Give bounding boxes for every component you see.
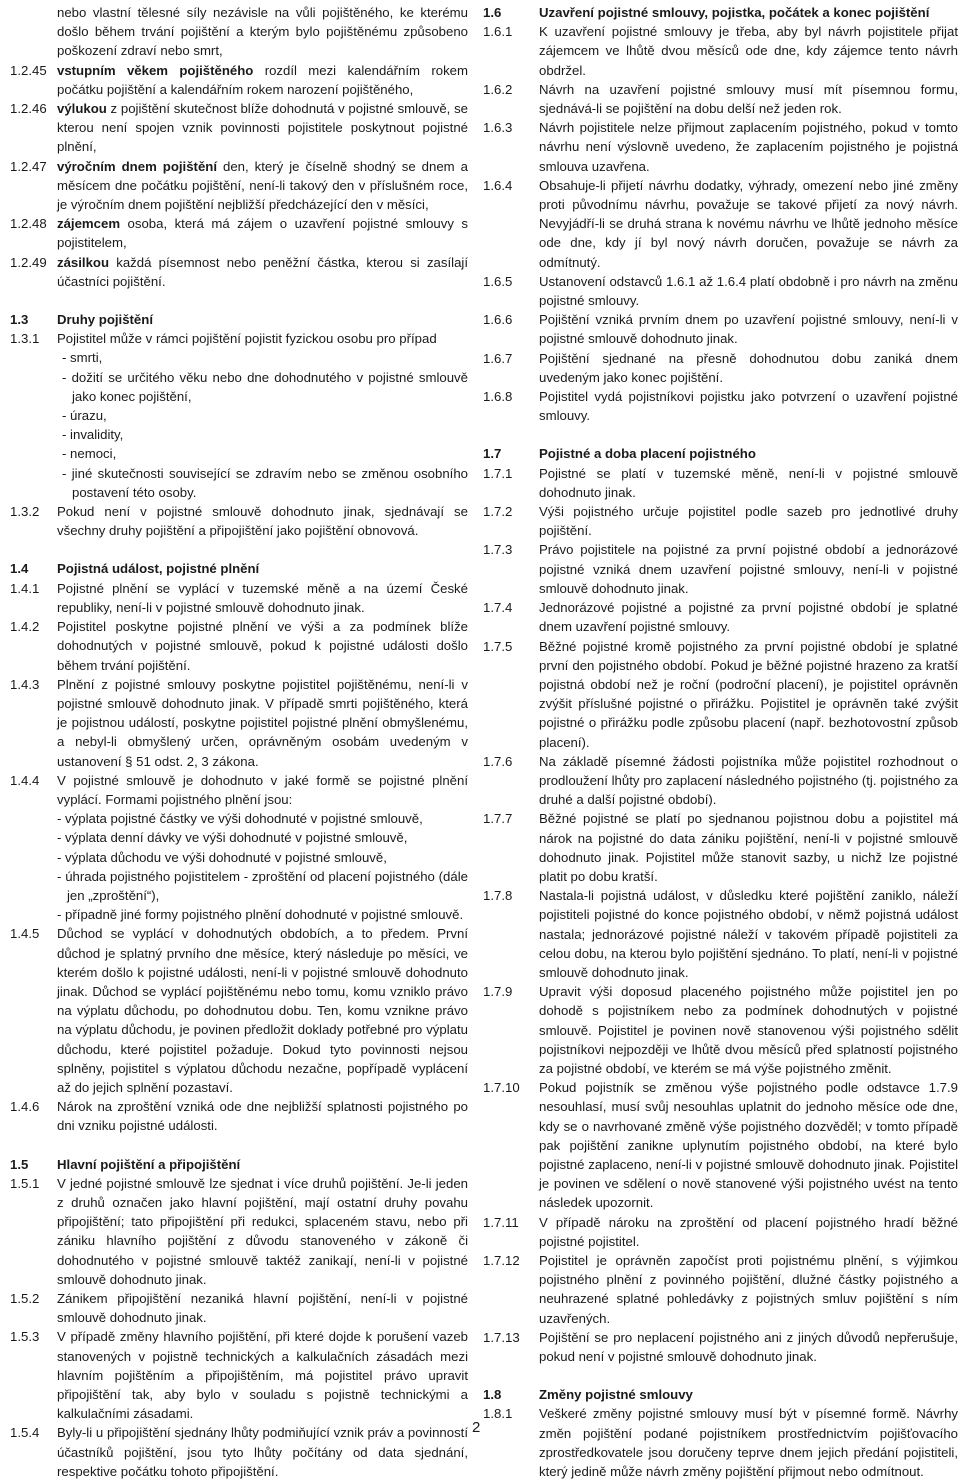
list-item	[10, 867, 468, 905]
clause-number: 1.3	[10, 312, 29, 328]
spacer	[10, 540, 468, 559]
list-item-text: - dožití se určitého věku nebo dne dohodnutého v pojistné smlouvě jako konec pojištění,	[62, 369, 468, 404]
clause	[10, 157, 468, 215]
defined-term: zásilkou	[57, 254, 110, 270]
list-item-text: - nemoci,	[62, 446, 117, 462]
clause-text: Běžné pojistné se platí po sjednanou pojistnou dobu a pojistitel má nárok na pojistné do data zániku pojištění, není-li v pojistné smlouvě dohodnuto jinak. Pojistitel může stanovit sazby, u nichž lze pojistné platit po dobu kratší.	[539, 811, 958, 884]
clause	[10, 61, 468, 99]
clause-text: Výši pojistného určuje pojistitel podle sazeb pro jednotlivé druhy pojištění.	[539, 504, 958, 539]
clause	[483, 886, 958, 982]
clause-number: 1.7.12	[483, 1253, 520, 1268]
clause	[10, 1097, 468, 1135]
clause	[483, 637, 958, 752]
definition-text: každá písemnost nebo peněžní částka, kterou si zasílají účastníci pojištění.	[57, 254, 468, 289]
clause	[483, 176, 958, 272]
definition-text: rozdíl mezi kalendářním rokem počátku pojištění a kalendářním rokem narození pojištěného,	[57, 62, 468, 97]
clause-number: 1.6.1	[483, 24, 513, 40]
clause-text: Druhy pojištění	[57, 312, 153, 328]
clause-text: Na základě písemné žádosti pojistníka může pojistitel rozhodnout o prodloužení lhůty pro zaplacení následného pojistného (tj. pojistného za druhé a další pojistné období).	[539, 753, 958, 808]
clause-text: Návrh pojistitele nelze přijmout zaplacením pojistného, pokud v tomto návrhu není výslovně uvedeno, že zaplacením pojistného je pojistná smlouva uzavřena.	[539, 120, 958, 174]
clause	[483, 982, 958, 1078]
list-item	[10, 809, 468, 828]
list-item	[10, 348, 468, 367]
clause-text: V případě změny hlavního pojištění, při které dojde k porušení vazeb stanovených v pojistně technických a kalkulačních zásadách mezi hlavním pojištěním a připojištěním, má pojistitel právo upravit připojištění tak, aby bylo v souladu s pojistně technickými a kalkulačními zásadami.	[57, 1329, 468, 1422]
clause-number: 1.6.5	[483, 273, 513, 289]
clause-text	[57, 157, 468, 215]
clause-text: Veškeré změny pojistné smlouvy musí být v písemné formě. Návrhy změn pojištění podané pojistníkem prostřednictvím pojišťovacího zprostředkovatele jsou doručeny teprve dnem jejich předání pojistiteli, který jedině může návrh změny pojištění přijmout nebo odmítnout.	[539, 1406, 958, 1480]
clause	[483, 540, 958, 598]
section-heading	[10, 559, 468, 578]
clause-number: 1.2.48	[10, 216, 47, 232]
clause	[10, 1174, 468, 1289]
clause	[10, 1289, 468, 1327]
list-item-text: - výplata důchodu ve výši dohodnuté v pojistné smlouvě,	[57, 849, 387, 865]
clause-text: Pokud pojistník se změnou výše pojistného podle odstavce 1.7.9 nesouhlasí, musí svůj nesouhlas uplatnit do jednoho měsíce ode dne, kdy se o navrhované změně výše pojistného dozvěděl; v tomto případě pak pojištění zanikne uplynutím pojistného období, na které bylo pojistné zaplaceno, není-li v pojistné smlouvě dohodnuto jinak. Pojistitel je povinen ve sdělení o nově stanovené výši pojistného uvést na tento následek upozornit.	[539, 1080, 958, 1211]
clause	[10, 502, 468, 540]
clause-text	[57, 61, 468, 99]
list-item-text: - výplata denní dávky ve výši dohodnuté v pojistné smlouvě,	[57, 830, 408, 846]
clause	[483, 1404, 958, 1481]
clause	[10, 99, 468, 157]
clause-text: Pojistitel může v rámci pojištění pojistit fyzickou osobu pro případ	[57, 331, 437, 347]
clause	[483, 809, 958, 886]
section-heading	[483, 3, 958, 22]
clause	[10, 1327, 468, 1423]
clause-text: V pojistné smlouvě je dohodnuto v jaké formě se pojistné plnění vyplácí. Formami pojistného plnění jsou:	[57, 772, 468, 807]
clause-number: 1.4.6	[10, 1099, 40, 1115]
clause-number: 1.7.6	[483, 753, 513, 769]
clause-text: V jedné pojistné smlouvě lze sjednat i více druhů pojištění. Je-li jeden z druhů označen jako hlavní pojištění, mají ostatní druhy povahu připojištění; tato připojištění při redukci, splaceném stavu, nebo při zániku hlavního pojištění z důvodu stanoveného v zákoně či dohodnutého v pojistné smlouvě taktéž zanikají, není-li v pojistné smlouvě dohodnuto jinak.	[57, 1175, 468, 1287]
clause	[10, 214, 468, 252]
list-item	[10, 444, 468, 463]
clause-text: Byly-li u připojištění sjednány lhůty podmiňující vznik práv a povinností účastníků pojištění, jsou tyto lhůty počítány od data sjednání, respektive počátku tohoto připojištění.	[57, 1425, 468, 1479]
definition-text: den, který je číselně shodný se dnem a měsícem dne počátku pojištění, není-li takový den v příslušném roce, je výročním dnem pojištění nejbližší předcházející den v měsíci,	[57, 158, 468, 213]
clause-text: Právo pojistitele na pojistné za první pojistné období a jednorázové pojistné vzniká dnem uzavření pojistné smlouvy, není-li v pojistné smlouvě dohodnuto jinak.	[539, 542, 958, 596]
clause-number: 1.7.9	[483, 984, 513, 1000]
left-column	[10, 3, 468, 1481]
clause-text: Pojistitel poskytne pojistné plnění ve výši a za podmínek blíže dohodnutých v pojistné smlouvě, pokud k pojistné události došlo během trvání pojištění.	[57, 619, 468, 673]
section-heading	[10, 1155, 468, 1174]
list-item	[10, 425, 468, 444]
clause-number: 1.8	[483, 1387, 502, 1403]
list-item	[10, 464, 468, 502]
clause-text: Nárok na zproštění vzniká ode dne nejbližší splatnosti pojistného po dni vzniku pojistné události.	[57, 1099, 468, 1134]
clause	[483, 1213, 958, 1251]
clause-number: 1.6.3	[483, 120, 513, 136]
clause	[10, 771, 468, 809]
clause-number: 1.7.7	[483, 811, 513, 827]
clause-text: Pojistné plnění se vyplácí v tuzemské měně a na území České republiky, není-li v pojistné smlouvě dohodnuto jinak.	[57, 580, 468, 615]
clause-number: 1.6.8	[483, 389, 513, 405]
clause-number: 1.2.49	[10, 254, 47, 270]
clause-number: 1.4.1	[10, 580, 40, 596]
clause-text: Jednorázové pojistné a pojistné za první pojistné období je splatné dnem uzavření pojistné smlouvy.	[539, 600, 958, 635]
clause	[483, 464, 958, 502]
clause-text: Hlavní pojištění a připojištění	[57, 1156, 241, 1172]
clause-text: Nastala-li pojistná událost, v důsledku které pojištění zaniklo, náleží pojistiteli pojistné do konce pojistného období, v němž pojistná událost nastala; jednorázové pojistné náleží v takovém případě pojistiteli za celou dobu, na kterou bylo pojištění sjednáno. To platí, není-li v pojistné smlouvě dohodnuto jinak.	[539, 888, 958, 980]
clause	[483, 598, 958, 636]
list-item-text: - smrti,	[62, 350, 103, 366]
list-item-text: - úhrada pojistného pojistitelem - zproštění od placení pojistného (dále jen „zproštění“),	[57, 868, 468, 903]
list-item-text: - výplata pojistné částky ve výši dohodnuté v pojistné smlouvě,	[57, 811, 423, 827]
clause	[10, 579, 468, 617]
clause-text: Pojistné se platí v tuzemské měně, není-li v pojistné smlouvě dohodnuto jinak.	[539, 465, 958, 500]
clause-number: 1.5.4	[10, 1425, 40, 1441]
clause	[483, 502, 958, 540]
clause-text: Uzavření pojistné smlouvy, pojistka, počátek a konec pojištění	[539, 5, 930, 20]
clause	[483, 118, 958, 176]
clause-text: Pokud není v pojistné smlouvě dohodnuto jinak, sjednávají se všechny druhy pojištění a připojištění jako pojištění obnovová.	[57, 504, 468, 539]
clause-number: 1.4.4	[10, 772, 40, 788]
clause	[483, 1251, 958, 1328]
clause-text	[57, 253, 468, 291]
clause-number: 1.3.2	[10, 504, 40, 520]
section-heading	[483, 444, 958, 463]
clause-number: 1.8.1	[483, 1406, 513, 1422]
clause	[483, 387, 958, 425]
paragraph-continuation: nebo vlastní tělesné síly nezávisle na vůli pojištěného, ke kterému došlo během trvání pojištění a kterým bylo pojištěnému způsobeno poškození zdraví nebo smrt,	[57, 5, 468, 59]
clause-text: Obsahuje-li přijetí návrhu dodatky, výhrady, omezení nebo jiné změny proti původnímu návrhu, považuje se takové přijetí za nový návrh. Nevyjádří-li se druhá strana k novému návrhu ve lhůtě jednoho měsíce ode dne, kdy jí byl nový návrh doručen, považuje se návrh za odmítnutý.	[539, 177, 958, 270]
clause-number: 1.6.7	[483, 350, 513, 366]
clause-number: 1.4.3	[10, 676, 40, 692]
clause	[483, 752, 958, 810]
list-item	[10, 905, 468, 924]
list-item-text: - případně jiné formy pojistného plnění dohodnuté v pojistné smlouvě.	[57, 907, 464, 923]
clause-text: Upravit výši doposud placeného pojistného může pojistitel jen po dohodě s pojistníkem nebo za podmínek dohodnutých v pojistné smlouvě. Pojistitel je povinen nově stanovenou výši pojistného sdělit pojistníkovi nejpozději ve lhůtě dvou měsíců před splatností pojistného za pojistné období, ve kterém se má výše pojistného změnit.	[539, 984, 958, 1076]
clause-number: 1.7.13	[483, 1329, 520, 1345]
list-item	[10, 848, 468, 867]
spacer	[10, 1136, 468, 1155]
definition-text: osoba, která má zájem o uzavření pojistné smlouvy s pojistitelem,	[57, 216, 468, 251]
clause-text: Zánikem připojištění nezaniká hlavní pojištění, není-li v pojistné smlouvě dohodnuto jinak.	[57, 1291, 468, 1326]
list-item	[10, 828, 468, 847]
clause	[10, 617, 468, 675]
page-number: 2	[472, 1419, 481, 1436]
clause	[10, 253, 468, 291]
clause-number: 1.7.3	[483, 542, 513, 558]
clause-number: 1.7.11	[483, 1214, 519, 1230]
clause-text: Pojištění vzniká prvním dnem po uzavření pojistné smlouvy, není-li v pojistné smlouvě dohodnuto jinak.	[539, 312, 958, 347]
clause	[10, 924, 468, 1097]
spacer	[483, 1366, 958, 1385]
clause	[483, 22, 958, 80]
clause-text: Pojistné a doba placení pojistného	[539, 446, 756, 462]
spacer	[10, 291, 468, 310]
clause	[483, 310, 958, 348]
defined-term: výročním dnem pojištění	[57, 158, 218, 174]
clause-text: Návrh na uzavření pojistné smlouvy musí mít písemnou formu, sjednává-li se pojištění na dobu delší než jeden rok.	[539, 81, 958, 117]
clause-number: 1.6.4	[483, 177, 513, 193]
clause-text: Pojištění sjednané na přesně dohodnutou dobu zaniká dnem uvedeným jako konec pojištění.	[539, 350, 958, 385]
clause-number: 1.4.5	[10, 926, 40, 942]
clause	[10, 1423, 468, 1481]
clause-number: 1.6.2	[483, 81, 513, 97]
clause-number: 1.7.1	[483, 465, 513, 481]
clause-number: 1.2.46	[10, 101, 47, 117]
list-item	[10, 368, 468, 406]
clause-number: 1.7.2	[483, 504, 513, 520]
clause-number: 1.7	[483, 446, 502, 462]
clause-text: Běžné pojistné kromě pojistného za první pojistné období je splatné první den pojistného období. Pokud je běžné pojistné hrazeno za kratší pojistná období než je roční (področní placení), je pojistitel oprávněn zvýšit příslušné pojistné o přirážku. Pojistitel je oprávněn také zvýšit pojistné o přirážku podle způsobu placení (např. bezhotovostní způsob placení).	[539, 638, 958, 750]
clause-text: Pojistná událost, pojistné plnění	[57, 561, 260, 577]
clause	[483, 1328, 958, 1366]
clause-text	[57, 99, 468, 157]
clause	[10, 675, 468, 771]
clause-number: 1.5.2	[10, 1291, 40, 1306]
clause-text: Změny pojistné smlouvy	[539, 1387, 693, 1403]
clause-number: 1.5.3	[10, 1329, 40, 1345]
clause-number: 1.7.8	[483, 888, 513, 904]
defined-term: vstupním věkem pojištěného	[57, 62, 254, 78]
clause-number: 1.6	[483, 5, 502, 20]
right-column	[483, 3, 958, 1481]
clause-number: 1.3.1	[10, 331, 40, 347]
clause	[483, 272, 958, 310]
list-item	[10, 406, 468, 425]
defined-term: zájemcem	[57, 216, 121, 232]
clause	[10, 329, 468, 348]
clause-number: 1.5	[10, 1156, 29, 1172]
definition-text: z pojištění skutečnost blíže dohodnutá v pojistné smlouvě, se kterou není spojen vznik povinnosti pojistitele poskytnout pojistné plnění,	[57, 101, 468, 155]
clause-text: Pojistitel je oprávněn započíst proti pojistnému plnění, s výjimkou pojistného plnění z povinného pojištění, dlužné částky pojistného a neuhrazené splatné pohledávky z pojistných smluv pojištění s ním uzavřených.	[539, 1253, 958, 1326]
clause-number: 1.7.10	[483, 1080, 520, 1096]
list-item-text: - úrazu,	[62, 408, 107, 424]
clause-text	[57, 214, 468, 252]
clause-text: Důchod se vyplácí v dohodnutých obdobích, a to předem. První důchod je splatný prvního dne měsíce, který následuje po měsíci, ve kterém došlo k pojistné události, není-li v pojistné smlouvě dohodnuto jinak. Důchod se vyplácí pojištěnému nebo tomu, komu vzniklo právo na výplatu důchodu, po dohodnutou dobu. Ten, komu vznikne právo na výplatu důchodu, je povinen předložit doklady potřebné pro výplatu důchodu, které pojistitel požaduje. Dokud tyto povinnosti nejsou splněny, pojistitel s výplatou důchodu nezačne, popřípadě vyplácení až do jejich splnění pozastaví.	[57, 926, 468, 1095]
clause	[483, 1078, 958, 1212]
list-item-text: - invalidity,	[62, 427, 124, 443]
clause-number: 1.4.2	[10, 619, 40, 635]
clause-number: 1.5.1	[10, 1175, 40, 1191]
clause	[483, 349, 958, 387]
clause-text: Ustanovení odstavců 1.6.1 až 1.6.4 platí obdobně i pro návrh na změnu pojistné smlouvy.	[539, 273, 958, 309]
clause-number: 1.2.47	[10, 158, 47, 174]
clause-number: 1.2.45	[10, 62, 47, 78]
section-heading	[10, 310, 468, 329]
clause-text: Pojištění se pro neplacení pojistného ani z jiných důvodů nepřerušuje, pokud není v pojistné smlouvě dohodnuto jinak.	[539, 1329, 958, 1365]
clause-number: 1.7.4	[483, 600, 513, 616]
clause-number: 1.4	[10, 561, 29, 577]
clause-number: 1.6.6	[483, 312, 513, 328]
clause	[483, 80, 958, 118]
clause-text: Pojistitel vydá pojistníkovi pojistku jako potvrzení o uzavření pojistné smlouvy.	[539, 389, 958, 424]
section-heading	[483, 1385, 958, 1404]
clause-text: K uzavření pojistné smlouvy je třeba, aby byl návrh pojistitele přijat zájemcem ve lhůtě dvou měsíců ode dne, kdy zájemce tento návrh obdržel.	[539, 24, 958, 78]
clause-text: V případě nároku na zproštění od placení pojistného hradí běžné pojistné pojistitel.	[539, 1214, 958, 1249]
clause-text: Plnění z pojistné smlouvy poskytne pojistitel pojištěnému, není-li v pojistné smlouvě dohodnuto jinak. V případě smrti pojištěného, která je pojistnou událostí, poskytne pojistitel pojistné plnění obmyšlenému, a nebyl-li obmyšlený určen, oprávněným osobám uvedeným v ustanovení § 51 odst. 2, 3 zákona.	[57, 676, 468, 769]
defined-term: výlukou	[57, 101, 107, 117]
spacer	[483, 425, 958, 444]
clause-number: 1.7.5	[483, 638, 513, 654]
list-item-text: - jiné skutečnosti související se zdravím nebo se změnou osobního postavení této osoby.	[62, 465, 468, 500]
